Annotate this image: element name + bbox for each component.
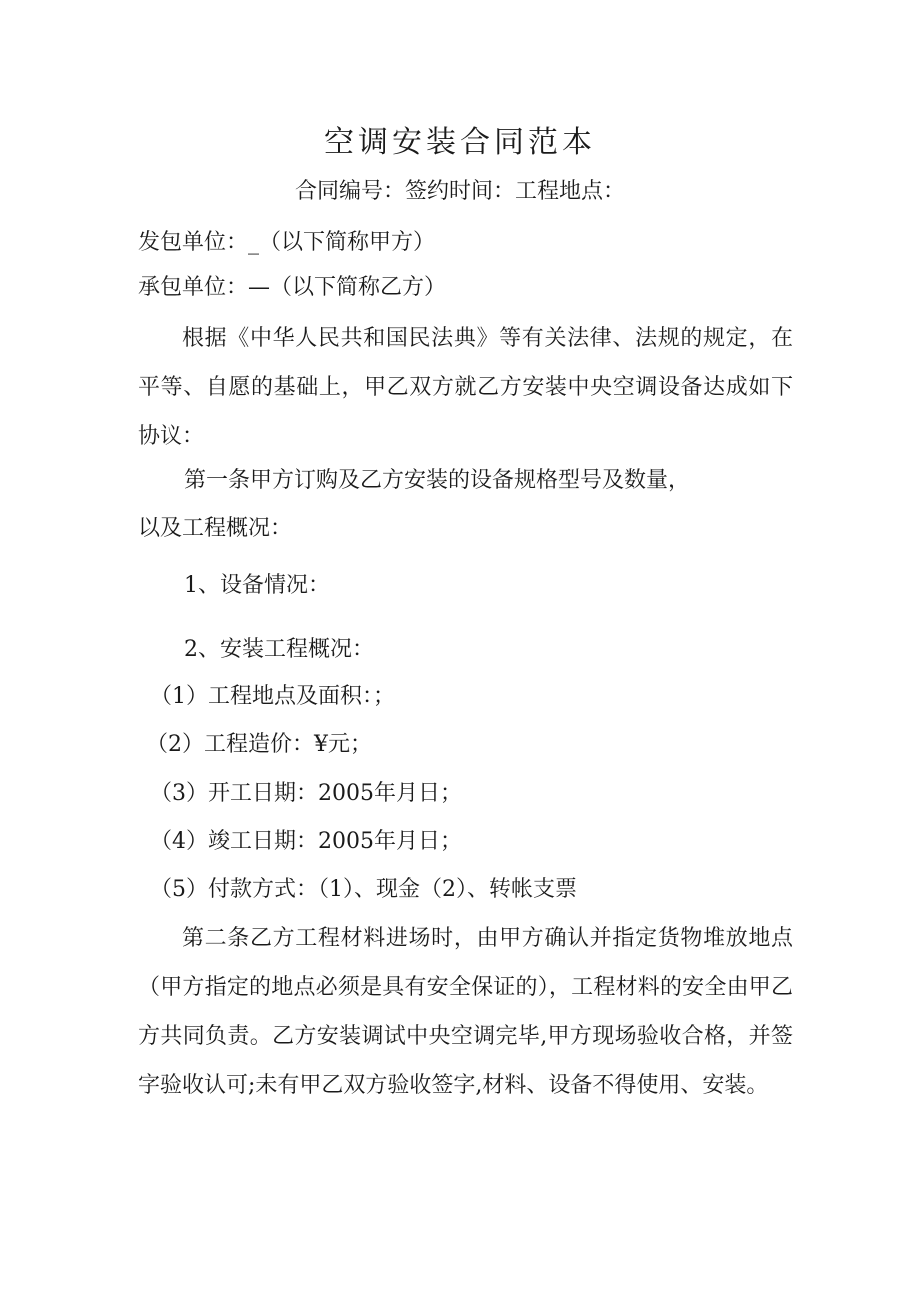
article-2-paragraph: 第二条乙方工程材料进场时，由甲方确认并指定货物堆放地点（甲方指定的地点必须是具有安全保证的），工程材料的安全由甲乙方共同负责。乙方安装调试中央空调完毕,甲方现场验收合格，并签字验收认可;未有甲乙双方验收签字,材料、设备不得使用、安装。 xyxy=(138,926,793,1098)
intro-paragraph: 根据《中华人民共和国民法典》等有关法律、法规的规定，在平等、自愿的基础上，甲乙双方就乙方安装中央空调设备达成如下协议： xyxy=(138,326,793,449)
article-1-line-1: 第一条甲方订购及乙方安装的设备规格型号及数量， xyxy=(184,468,691,493)
sub-item-location-area: （1）工程地点及面积：； xyxy=(150,684,395,709)
sub-item-start-date: （3）开工日期：2005年月日； xyxy=(150,781,462,806)
document-title: 空调安装合同范本 xyxy=(324,125,596,160)
item-equipment: 1、设备情况： xyxy=(184,573,330,598)
item-project-overview: 2、安装工程概况： xyxy=(184,637,374,662)
contract-meta-line: 合同编号：签约时间：工程地点： xyxy=(294,179,625,204)
sub-item-cost: （2）工程造价：¥元； xyxy=(146,732,372,757)
article-1-line-2: 以及工程概况： xyxy=(138,516,293,541)
sub-item-completion-date: （4）竣工日期：2005年月日； xyxy=(150,829,462,854)
sub-item-payment-method: （5）付款方式：（1）、现金（2）、转帐支票 xyxy=(150,877,577,902)
party-a-line: 发包单位：_（以下简称甲方） xyxy=(138,230,436,255)
party-b-line: 承包单位：—（以下简称乙方） xyxy=(138,275,447,300)
